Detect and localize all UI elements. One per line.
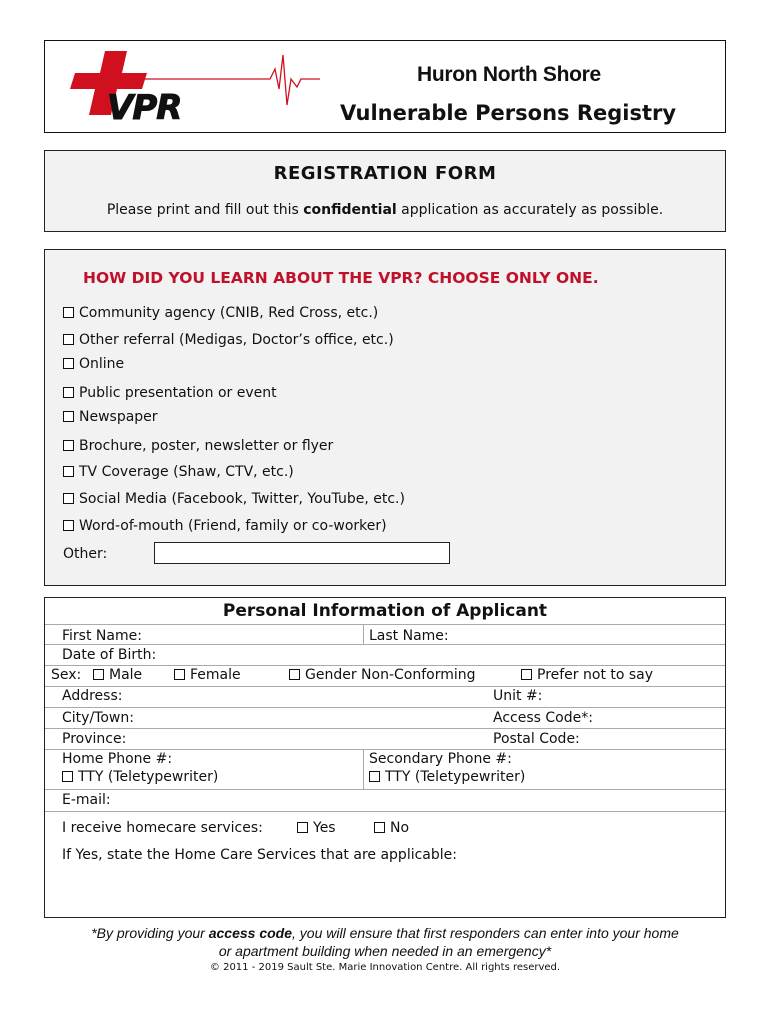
home-phone-field[interactable]: Home Phone #: xyxy=(62,751,173,767)
homecare-label: I receive homecare services: xyxy=(62,820,263,836)
access-code-footnote: *By providing your access code, you will ensure that first responders can enter into your home xyxy=(91,925,679,941)
header-banner xyxy=(44,40,726,133)
option-public-presentation[interactable]: Public presentation or event xyxy=(63,385,277,401)
homecare-no-option[interactable]: No xyxy=(374,820,409,836)
checkbox[interactable] xyxy=(174,669,185,680)
checkbox[interactable] xyxy=(521,669,532,680)
homecare-yes-option[interactable]: Yes xyxy=(297,820,336,836)
row-divider xyxy=(45,728,725,729)
checkbox[interactable] xyxy=(63,307,74,318)
column-divider xyxy=(363,749,364,789)
checkbox[interactable] xyxy=(63,493,74,504)
svg-text:VPR: VPR xyxy=(107,88,182,127)
secondary-tty-option[interactable]: TTY (Teletypewriter) xyxy=(369,769,525,785)
option-other-referral[interactable]: Other referral (Medigas, Doctor’s office, etc.) xyxy=(63,332,394,348)
postal-code-field[interactable]: Postal Code: xyxy=(493,731,580,747)
option-tv-coverage[interactable]: TV Coverage (Shaw, CTV, etc.) xyxy=(63,464,294,480)
option-online[interactable]: Online xyxy=(63,356,124,372)
row-divider xyxy=(45,749,725,750)
checkbox[interactable] xyxy=(63,387,74,398)
city-field[interactable]: City/Town: xyxy=(62,710,134,726)
learn-section xyxy=(44,249,726,586)
row-divider xyxy=(45,624,725,625)
checkbox[interactable] xyxy=(369,771,380,782)
address-field[interactable]: Address: xyxy=(62,688,123,704)
first-name-field[interactable]: First Name: xyxy=(62,628,142,644)
learn-title: HOW DID YOU LEARN ABOUT THE VPR? CHOOSE ONLY ONE. xyxy=(83,269,599,287)
home-tty-option[interactable]: TTY (Teletypewriter) xyxy=(62,769,218,785)
secondary-phone-field[interactable]: Secondary Phone #: xyxy=(369,751,512,767)
access-code-field[interactable]: Access Code*: xyxy=(493,710,593,726)
org-name: Huron North Shore xyxy=(417,63,601,86)
personal-info-section xyxy=(44,597,726,918)
date-of-birth-field[interactable]: Date of Birth: xyxy=(62,647,157,663)
homecare-detail-field[interactable]: If Yes, state the Home Care Services that are applicable: xyxy=(62,847,457,863)
checkbox[interactable] xyxy=(63,334,74,345)
checkbox[interactable] xyxy=(297,822,308,833)
column-divider xyxy=(363,624,364,644)
personal-info-title: Personal Information of Applicant xyxy=(222,601,548,621)
checkbox[interactable] xyxy=(63,466,74,477)
copyright: © 2011 - 2019 Sault Ste. Marie Innovation Centre. All rights reserved. xyxy=(209,962,561,973)
option-brochure[interactable]: Brochure, poster, newsletter or flyer xyxy=(63,438,333,454)
checkbox[interactable] xyxy=(63,520,74,531)
sex-prefer-not-to-say-option[interactable]: Prefer not to say xyxy=(521,667,653,683)
checkbox[interactable] xyxy=(62,771,73,782)
row-divider xyxy=(45,707,725,708)
registry-name: Vulnerable Persons Registry xyxy=(340,101,677,125)
checkbox[interactable] xyxy=(63,411,74,422)
row-divider xyxy=(45,789,725,790)
row-divider xyxy=(45,665,725,666)
sex-label: Sex: xyxy=(51,667,82,683)
option-newspaper[interactable]: Newspaper xyxy=(63,409,158,425)
row-divider xyxy=(45,644,725,645)
row-divider xyxy=(45,811,725,812)
unit-field[interactable]: Unit #: xyxy=(493,688,543,704)
checkbox[interactable] xyxy=(374,822,385,833)
checkbox[interactable] xyxy=(93,669,104,680)
sex-male-option[interactable]: Male xyxy=(93,667,142,683)
province-field[interactable]: Province: xyxy=(62,731,127,747)
checkbox[interactable] xyxy=(63,440,74,451)
intro-text: Please print and fill out this confidential application as accurately as possible. xyxy=(106,202,664,218)
option-community-agency[interactable]: Community agency (CNIB, Red Cross, etc.) xyxy=(63,305,378,321)
row-divider xyxy=(45,686,725,687)
access-code-footnote-line2: or apartment building when needed in an emergency* xyxy=(218,943,552,959)
sex-female-option[interactable]: Female xyxy=(174,667,241,683)
form-title: REGISTRATION FORM xyxy=(273,163,497,184)
option-social-media[interactable]: Social Media (Facebook, Twitter, YouTube, etc.) xyxy=(63,491,405,507)
email-field[interactable]: E-mail: xyxy=(62,792,111,808)
checkbox[interactable] xyxy=(289,669,300,680)
checkbox[interactable] xyxy=(63,358,74,369)
last-name-field[interactable]: Last Name: xyxy=(369,628,449,644)
intro-section xyxy=(44,150,726,232)
sex-gender-non-conforming-option[interactable]: Gender Non-Conforming xyxy=(289,667,476,683)
vpr-logo xyxy=(65,49,365,127)
other-label: Other: xyxy=(63,546,108,562)
other-input[interactable] xyxy=(154,542,450,564)
option-word-of-mouth[interactable]: Word-of-mouth (Friend, family or co-worker) xyxy=(63,518,387,534)
